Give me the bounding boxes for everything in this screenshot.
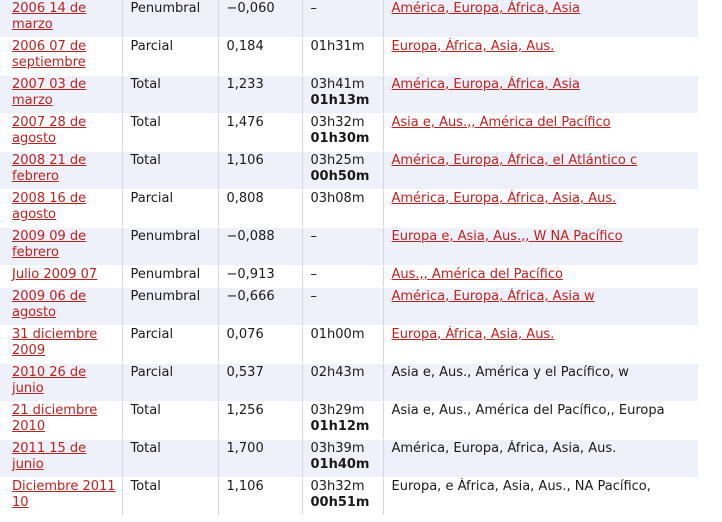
duration-cell — [302, 0, 383, 38]
magnitude-cell — [218, 266, 302, 288]
date-link[interactable]: 21 diciembre 2010 — [12, 403, 98, 434]
visibility-link[interactable]: Europa e, Asia, Aus.,, W NA Pacífico — [391, 229, 623, 244]
date-link[interactable]: Julio 2009 07 — [12, 267, 98, 282]
type-cell — [122, 288, 218, 326]
date-link[interactable]: 2008 16 de agosto — [12, 191, 87, 222]
type-cell — [122, 0, 218, 38]
type-cell — [122, 76, 218, 114]
visibility-text: Asia e, Aus., América y el Pacífico, w — [391, 365, 629, 380]
duration-cell — [302, 76, 383, 114]
duration-cell — [302, 38, 383, 76]
date-cell — [0, 190, 122, 228]
duration-value: 03h25m — [310, 153, 365, 168]
magnitude-cell — [218, 440, 302, 478]
duration-cell — [302, 152, 383, 190]
magnitude-value: 1,700 — [226, 441, 264, 456]
date-link[interactable]: 2007 28 de agosto — [12, 115, 87, 146]
date-cell — [0, 38, 122, 76]
magnitude-value: 1,233 — [226, 77, 264, 92]
date-link[interactable]: 2011 15 de junio — [12, 441, 87, 472]
magnitude-value: 0,537 — [226, 365, 264, 380]
visibility-cell — [383, 152, 698, 190]
magnitude-value: 1,476 — [226, 115, 264, 130]
magnitude-cell — [218, 152, 302, 190]
date-link[interactable]: 2009 06 de agosto — [12, 289, 87, 320]
visibility-link[interactable]: América, Europa, África, Asia, Aus. — [391, 191, 617, 206]
magnitude-cell — [218, 288, 302, 326]
duration-value: 03h29m — [310, 403, 365, 418]
date-cell — [0, 228, 122, 266]
magnitude-value: 1,106 — [226, 153, 264, 168]
type-cell — [122, 228, 218, 266]
date-cell — [0, 326, 122, 364]
duration-value: 01h00m — [310, 327, 365, 342]
visibility-cell — [383, 326, 698, 364]
duration-value: – — [310, 229, 317, 244]
magnitude-cell — [218, 0, 302, 38]
table-row — [0, 440, 698, 478]
totality-duration: 00h51m — [310, 495, 370, 510]
visibility-cell — [383, 266, 698, 288]
date-cell — [0, 152, 122, 190]
visibility-cell — [383, 76, 698, 114]
type-cell — [122, 440, 218, 478]
date-link[interactable]: 2010 26 de junio — [12, 365, 87, 396]
table-row — [0, 326, 698, 364]
table-row — [0, 38, 698, 76]
duration-cell — [302, 228, 383, 266]
totality-duration: 01h30m — [310, 131, 370, 146]
table-row — [0, 0, 698, 38]
eclipse-type: Total — [130, 479, 161, 494]
magnitude-cell — [218, 402, 302, 440]
totality-duration: 00h50m — [310, 169, 370, 184]
window-right-edge — [698, 0, 722, 522]
visibility-link[interactable]: América, Europa, África, Asia — [391, 1, 580, 16]
visibility-link[interactable]: Asia e, Aus.,, América del Pacífico — [391, 115, 611, 130]
table-row — [0, 228, 698, 266]
duration-value: 03h39m — [310, 441, 365, 456]
duration-cell — [302, 364, 383, 402]
type-cell — [122, 364, 218, 402]
eclipse-type: Penumbral — [130, 229, 201, 244]
visibility-text: Asia e, Aus., América del Pacífico,, Europa — [391, 403, 665, 418]
magnitude-value: −0,060 — [226, 1, 275, 16]
date-cell — [0, 114, 122, 152]
magnitude-value: 0,808 — [226, 191, 264, 206]
date-cell — [0, 0, 122, 38]
eclipse-type: Parcial — [130, 327, 174, 342]
magnitude-cell — [218, 228, 302, 266]
magnitude-cell — [218, 364, 302, 402]
magnitude-value: 1,256 — [226, 403, 264, 418]
eclipse-type: Total — [130, 403, 161, 418]
duration-value: 03h41m — [310, 77, 365, 92]
date-link[interactable]: Diciembre 2011 10 — [12, 479, 116, 510]
date-cell — [0, 440, 122, 478]
eclipse-type: Parcial — [130, 39, 174, 54]
table-row — [0, 478, 698, 516]
totality-duration: 01h40m — [310, 457, 370, 472]
type-cell — [122, 38, 218, 76]
duration-value: 03h08m — [310, 191, 365, 206]
date-cell — [0, 266, 122, 288]
duration-value: – — [310, 267, 317, 282]
eclipse-type: Penumbral — [130, 267, 201, 282]
magnitude-cell — [218, 326, 302, 364]
eclipse-type: Total — [130, 77, 161, 92]
type-cell — [122, 478, 218, 516]
date-cell — [0, 288, 122, 326]
date-link[interactable]: 2008 21 de febrero — [12, 153, 87, 184]
date-cell — [0, 478, 122, 516]
visibility-cell — [383, 440, 698, 478]
duration-cell — [302, 114, 383, 152]
type-cell — [122, 114, 218, 152]
visibility-cell — [383, 114, 698, 152]
type-cell — [122, 326, 218, 364]
magnitude-cell — [218, 478, 302, 516]
type-cell — [122, 402, 218, 440]
eclipse-type: Penumbral — [130, 289, 201, 304]
duration-value: – — [310, 289, 317, 304]
magnitude-value: 1,106 — [226, 479, 264, 494]
visibility-link[interactable]: Aus.,, América del Pacífico — [391, 267, 563, 282]
visibility-cell — [383, 228, 698, 266]
duration-cell — [302, 440, 383, 478]
table-row — [0, 76, 698, 114]
visibility-link[interactable]: Europa, África, Asia, Aus. — [391, 327, 555, 342]
date-cell — [0, 402, 122, 440]
visibility-link[interactable]: América, Europa, África, Asia — [391, 77, 580, 92]
date-link[interactable]: 2009 09 de febrero — [12, 229, 87, 260]
duration-value: 03h32m — [310, 479, 365, 494]
visibility-link[interactable]: América, Europa, África, el Atlántico c — [391, 153, 638, 168]
duration-cell — [302, 478, 383, 516]
duration-value: 02h43m — [310, 365, 365, 380]
date-cell — [0, 76, 122, 114]
date-link[interactable]: 31 diciembre 2009 — [12, 327, 98, 358]
duration-value: – — [310, 1, 317, 16]
magnitude-value: −0,913 — [226, 267, 275, 282]
date-link[interactable]: 2006 07 de septiembre — [12, 39, 87, 70]
eclipse-type: Total — [130, 441, 161, 456]
visibility-text: América, Europa, África, Asia, Aus. — [391, 441, 617, 456]
magnitude-cell — [218, 190, 302, 228]
table-row — [0, 402, 698, 440]
table-row — [0, 190, 698, 228]
table-row — [0, 364, 698, 402]
visibility-text: Europa, e África, Asia, Aus., NA Pacífico, — [391, 479, 651, 494]
visibility-cell — [383, 364, 698, 402]
totality-duration: 01h13m — [310, 93, 370, 108]
visibility-link[interactable]: Europa, África, Asia, Aus. — [391, 39, 555, 54]
magnitude-cell — [218, 76, 302, 114]
magnitude-value: −0,088 — [226, 229, 275, 244]
visibility-cell — [383, 190, 698, 228]
date-link[interactable]: 2007 03 de marzo — [12, 77, 87, 108]
magnitude-value: −0,666 — [226, 289, 275, 304]
duration-value: 03h32m — [310, 115, 365, 130]
magnitude-cell — [218, 38, 302, 76]
duration-cell — [302, 326, 383, 364]
date-link[interactable]: 2006 14 de marzo — [12, 1, 87, 32]
table-row — [0, 288, 698, 326]
magnitude-value: 0,184 — [226, 39, 264, 54]
visibility-cell — [383, 0, 698, 38]
table-row — [0, 152, 698, 190]
table-row — [0, 266, 698, 288]
date-cell — [0, 364, 122, 402]
eclipse-type: Parcial — [130, 365, 174, 380]
duration-cell — [302, 266, 383, 288]
visibility-cell — [383, 478, 698, 516]
type-cell — [122, 266, 218, 288]
visibility-link[interactable]: América, Europa, África, Asia w — [391, 289, 595, 304]
type-cell — [122, 190, 218, 228]
eclipse-type: Parcial — [130, 191, 174, 206]
duration-value: 01h31m — [310, 39, 365, 54]
visibility-cell — [383, 288, 698, 326]
duration-cell — [302, 190, 383, 228]
duration-cell — [302, 402, 383, 440]
eclipse-type: Total — [130, 153, 161, 168]
visibility-cell — [383, 38, 698, 76]
visibility-cell — [383, 402, 698, 440]
eclipse-type: Penumbral — [130, 1, 201, 16]
eclipse-type: Total — [130, 115, 161, 130]
table-row — [0, 114, 698, 152]
duration-cell — [302, 288, 383, 326]
magnitude-cell — [218, 114, 302, 152]
totality-duration: 01h12m — [310, 419, 370, 434]
type-cell — [122, 152, 218, 190]
magnitude-value: 0,076 — [226, 327, 264, 342]
